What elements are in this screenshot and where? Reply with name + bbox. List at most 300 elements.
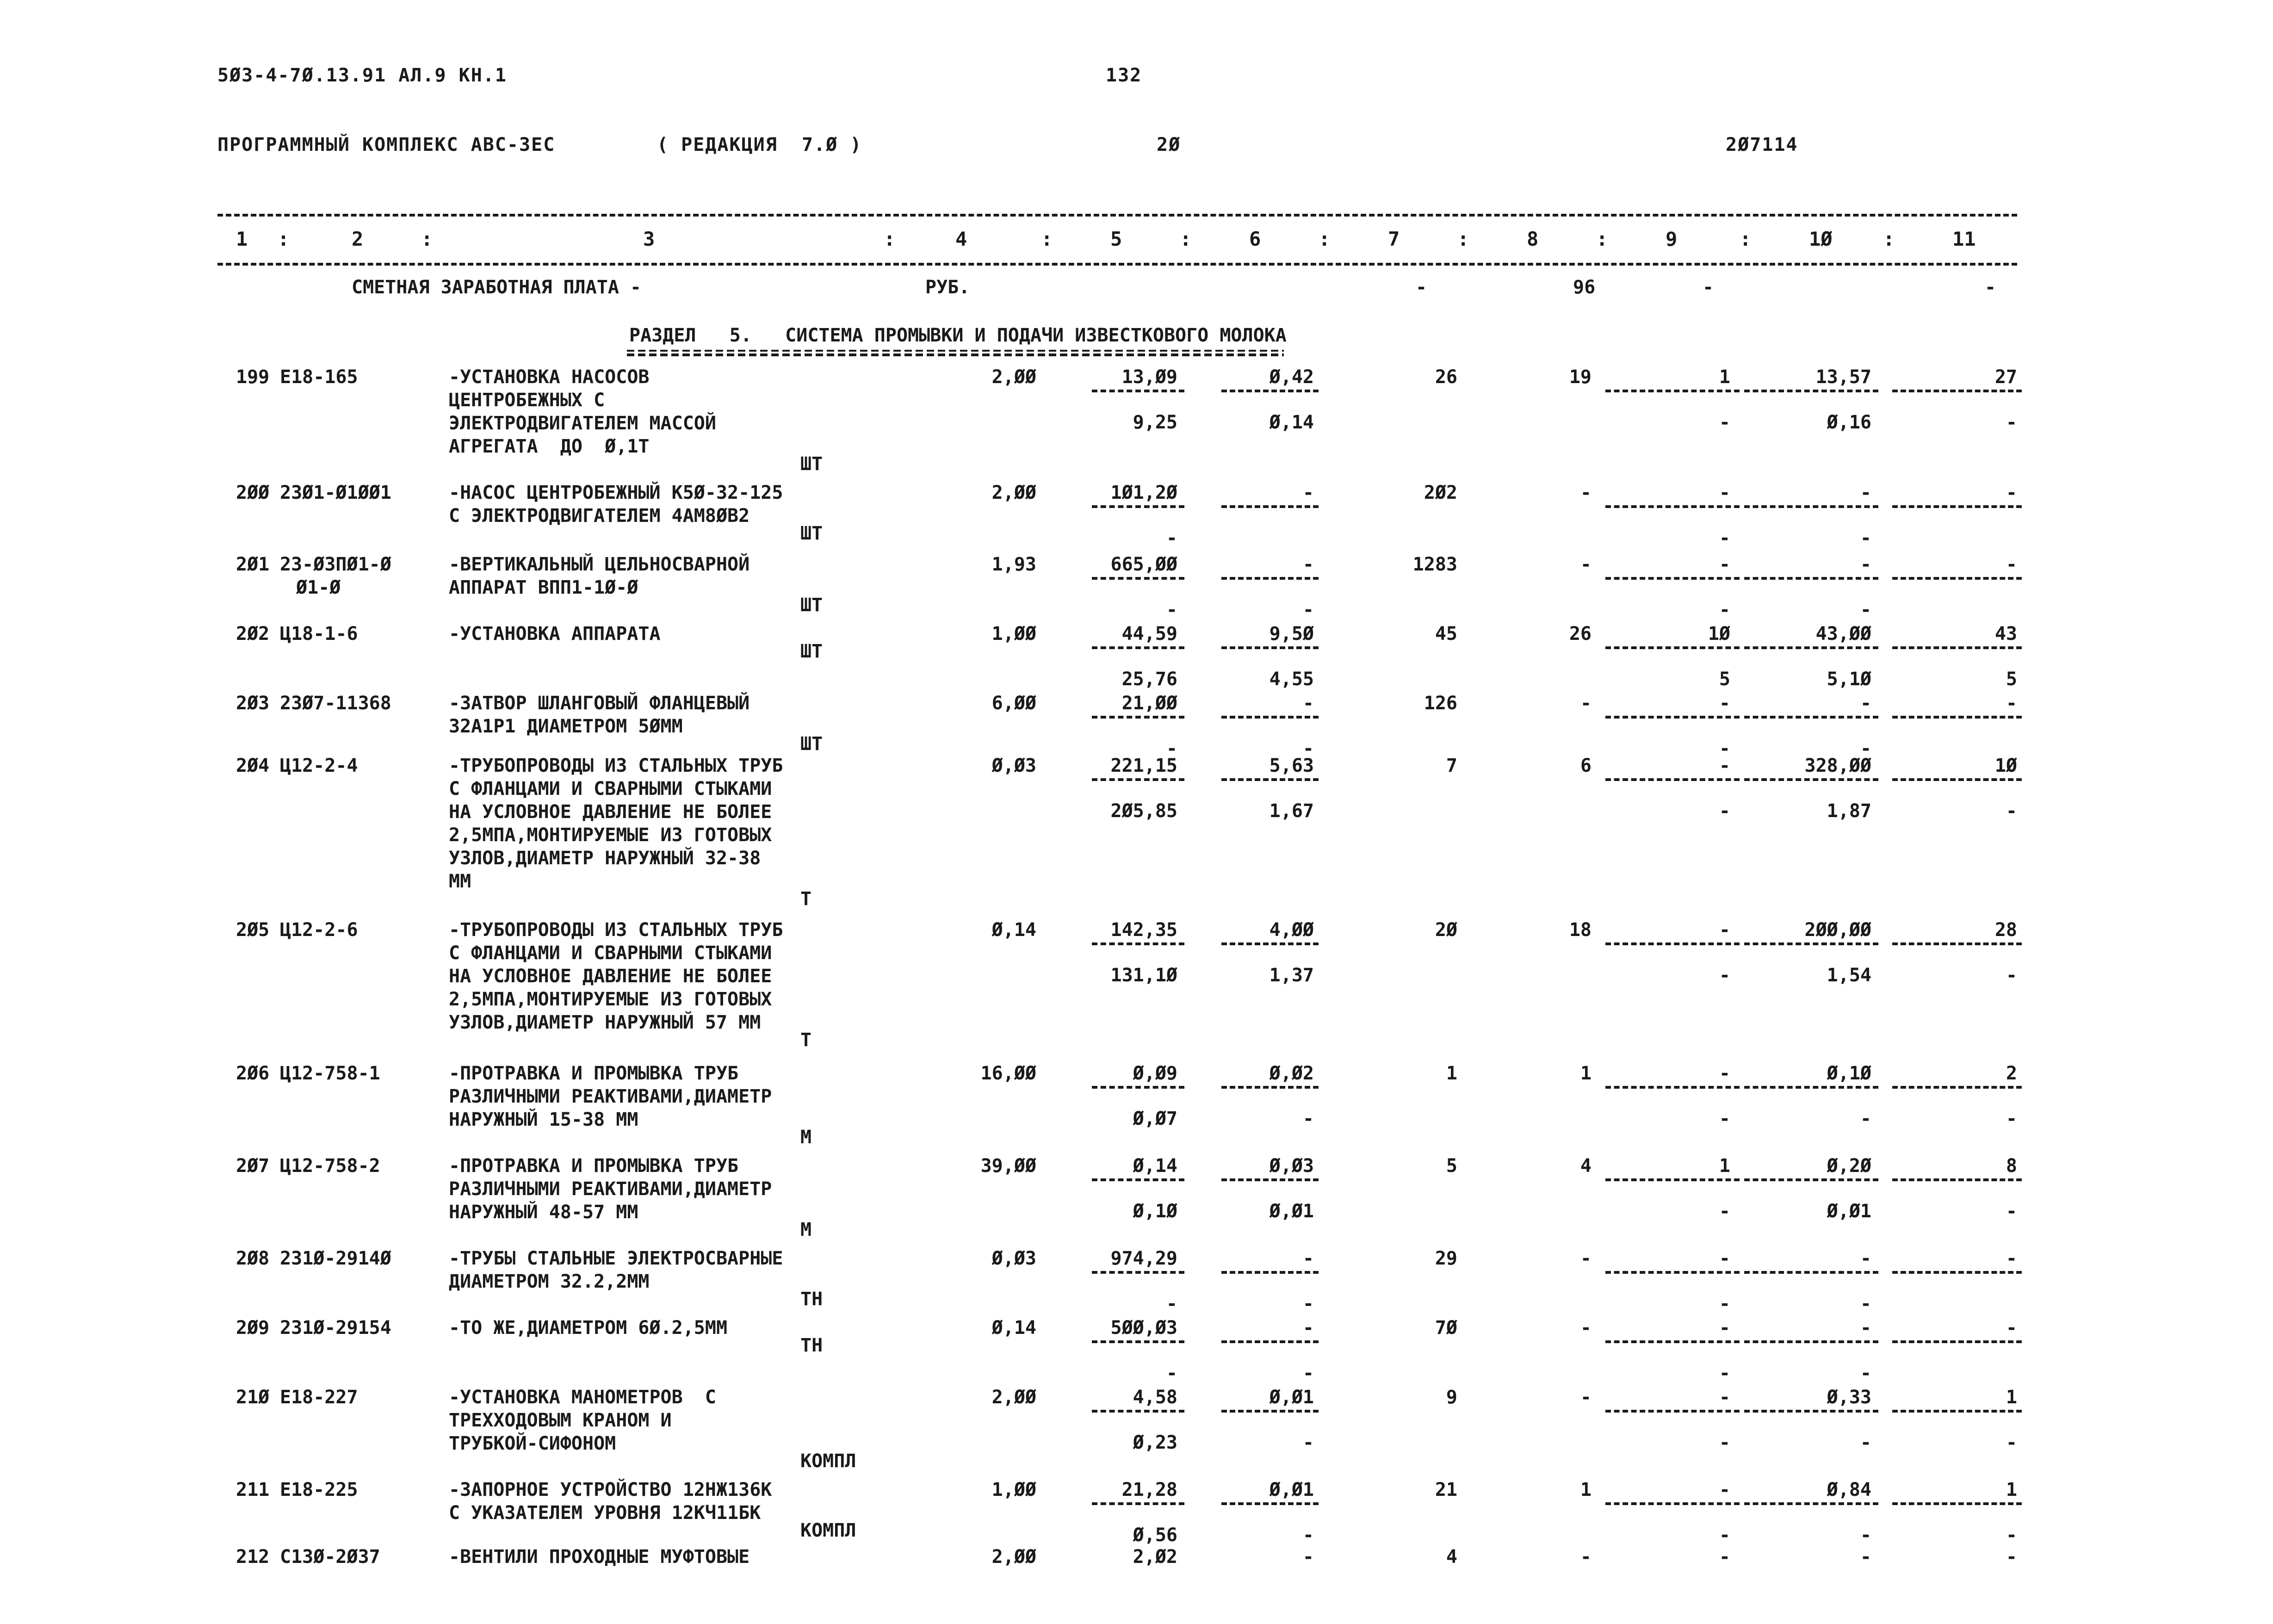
program-name: ПРОГРАММНЫЙ КОМПЛЕКС АВС-3ЕС	[217, 134, 556, 155]
row-labor-hours: 2ØØ,ØØ	[1804, 919, 1871, 941]
row-total-cost: 7Ø	[1435, 1317, 1457, 1339]
row-description-line: ТРУБКОЙ-СИФОНОМ	[449, 1433, 616, 1454]
result-separator	[1744, 716, 1878, 719]
row-col9: -	[1719, 1479, 1730, 1500]
row-quantity: 2,ØØ	[991, 1546, 1036, 1568]
column-separator: :	[1319, 228, 1331, 250]
row-unit: КОМПЛ	[800, 1520, 856, 1541]
row-description-line: ТРЕХХОДОВЫМ КРАНОМ И	[449, 1410, 672, 1431]
row-col9: -	[1719, 755, 1730, 776]
cost-separator	[1221, 1340, 1319, 1343]
row-labor-hours-second: 1,54	[1827, 965, 1871, 986]
summary-col8: 96	[1573, 277, 1596, 298]
row-unit: КОМПЛ	[800, 1450, 856, 1472]
row-quantity: 39,ØØ	[980, 1155, 1036, 1177]
row-unit-cost-machines: Ø,Ø1	[1269, 1387, 1314, 1408]
row-total-cost: 26	[1435, 366, 1457, 388]
result-separator	[1892, 942, 2022, 945]
column-separator: :	[278, 228, 290, 250]
row-unit-cost-wages: 2Ø5,85	[1110, 800, 1177, 822]
row-number: 2Ø4	[236, 755, 270, 776]
row-unit-cost-machine-wages: 1,37	[1269, 965, 1314, 986]
row-col11-second: -	[2006, 1432, 2017, 1453]
row-total-cost: 9	[1446, 1387, 1457, 1408]
row-labor-hours-second: -	[1860, 738, 1871, 759]
row-number: 2Ø9	[236, 1317, 270, 1339]
row-labor-hours-second: -	[1860, 1293, 1871, 1314]
row-description-line: ДИАМЕТРОМ 32.2,2ММ	[449, 1271, 650, 1292]
row-description-line: -УСТАНОВКА НАСОСОВ	[449, 366, 650, 388]
row-labor-hours: 328,ØØ	[1804, 755, 1871, 776]
result-separator	[1892, 646, 2022, 649]
cost-separator	[1092, 1178, 1184, 1181]
row-unit-cost-wages: -	[1166, 527, 1177, 549]
row-code: 23Ø1-Ø1ØØ1	[280, 482, 391, 503]
row-labor-hours-second: -	[1860, 599, 1871, 620]
row-unit: ТН	[800, 1335, 823, 1356]
row-col9-second: -	[1719, 965, 1730, 986]
column-number-6: 6	[1249, 228, 1261, 250]
row-code: 23-Ø3ПØ1-Ø	[280, 554, 391, 575]
row-quantity: Ø,14	[991, 919, 1036, 941]
row-labor-hours: Ø,2Ø	[1827, 1155, 1871, 1177]
row-col9: -	[1719, 1063, 1730, 1084]
row-labor-hours: 13,57	[1815, 366, 1871, 388]
cost-separator	[1092, 505, 1184, 508]
row-total-wages: -	[1580, 554, 1592, 575]
result-separator	[1744, 390, 1878, 392]
row-labor-hours-second: 5,1Ø	[1827, 669, 1871, 690]
row-total-wages: -	[1580, 693, 1592, 714]
cost-separator	[1092, 942, 1184, 945]
cost-separator	[1221, 577, 1319, 580]
row-unit-cost-machines: 4,ØØ	[1269, 919, 1314, 941]
row-unit: Т	[800, 888, 812, 910]
row-description-line: ЦЕНТРОБЕЖНЫХ С	[449, 390, 605, 411]
row-col9: -	[1719, 919, 1730, 941]
result-separator	[1605, 505, 1740, 508]
cost-separator	[1092, 1410, 1184, 1413]
row-col9-second: -	[1719, 1525, 1730, 1546]
result-separator	[1605, 942, 1740, 945]
result-separator	[1605, 646, 1740, 649]
row-number: 2Ø6	[236, 1063, 270, 1084]
row-unit: ШТ	[800, 453, 823, 475]
column-number-3: 3	[643, 228, 655, 250]
row-description-line: УЗЛОВ,ДИАМЕТР НАРУЖНЫЙ 32-38	[449, 848, 761, 869]
row-col9: 1	[1719, 366, 1730, 388]
row-unit-cost-wages: -	[1166, 738, 1177, 759]
result-separator	[1744, 505, 1878, 508]
row-quantity: Ø,Ø3	[991, 755, 1036, 776]
row-labor-hours-second: Ø,16	[1827, 412, 1871, 433]
row-col11: -	[2006, 1248, 2017, 1269]
column-number-5: 5	[1110, 228, 1122, 250]
row-description-line: НАРУЖНЫЙ 15-38 ММ	[449, 1109, 638, 1130]
row-total-wages: 18	[1569, 919, 1592, 941]
row-unit-cost-machines: Ø,Ø1	[1269, 1479, 1314, 1500]
row-code: 23Ø7-11368	[280, 693, 391, 714]
row-unit-cost-machine-wages: 1,67	[1269, 800, 1314, 822]
result-separator	[1892, 1340, 2022, 1343]
row-total-cost: 1	[1446, 1063, 1457, 1084]
row-unit-cost-machine-wages: -	[1302, 1363, 1314, 1384]
column-separator: :	[884, 228, 896, 250]
row-col9: 1Ø	[1708, 623, 1730, 645]
cost-separator	[1092, 716, 1184, 719]
row-unit-cost-machine-wages: -	[1302, 738, 1314, 759]
row-unit-cost-total: 221,15	[1110, 755, 1177, 776]
result-separator	[1892, 577, 2022, 580]
row-unit-cost-total: 4,58	[1133, 1387, 1177, 1408]
cost-separator	[1092, 646, 1184, 649]
row-description-line: -ВЕРТИКАЛЬНЫЙ ЦЕЛЬНОСВАРНОЙ	[449, 554, 750, 575]
row-number: 212	[236, 1546, 270, 1568]
row-description-line: -ЗАПОРНОЕ УСТРОЙСТВО 12НЖ136К	[449, 1479, 772, 1500]
row-unit-cost-total: 974,29	[1110, 1248, 1177, 1269]
row-col11: 27	[1994, 366, 2017, 388]
cost-separator	[1221, 390, 1319, 392]
row-unit-cost-machine-wages: -	[1302, 1432, 1314, 1453]
result-separator	[1605, 1271, 1740, 1274]
row-unit-cost-total: 21,28	[1121, 1479, 1177, 1500]
row-unit: ШТ	[800, 595, 823, 616]
result-separator	[1744, 942, 1878, 945]
result-separator	[1605, 577, 1740, 580]
cost-separator	[1092, 778, 1184, 781]
cost-separator	[1092, 390, 1184, 392]
column-number-2: 2	[352, 228, 364, 250]
row-description-line: -УСТАНОВКА МАНОМЕТРОВ С	[449, 1387, 716, 1408]
summary-col7: -	[1416, 277, 1427, 298]
row-description-line: С УКАЗАТЕЛЕМ УРОВНЯ 12КЧ11БК	[449, 1502, 761, 1524]
row-col11: -	[2006, 693, 2017, 714]
cost-separator	[1092, 1086, 1184, 1089]
result-separator	[1744, 1178, 1878, 1181]
row-total-cost: 1283	[1412, 554, 1457, 575]
result-separator	[1605, 778, 1740, 781]
row-code: Ц12-758-1	[280, 1063, 380, 1084]
row-code: Е18-225	[280, 1479, 358, 1500]
result-separator	[1744, 1340, 1878, 1343]
row-total-wages: 19	[1569, 366, 1592, 388]
program-edition: ( РЕДАКЦИЯ 7.Ø )	[657, 134, 862, 155]
row-col11-second: -	[2006, 1201, 2017, 1222]
row-col9: 1	[1719, 1155, 1730, 1177]
cost-separator	[1092, 1340, 1184, 1343]
result-separator	[1892, 1086, 2022, 1089]
row-total-cost: 4	[1446, 1546, 1457, 1568]
result-separator	[1605, 1410, 1740, 1413]
row-description-line: С ЭЛЕКТРОДВИГАТЕЛЕМ 4АМ8ØВ2	[449, 505, 750, 527]
row-unit: М	[800, 1219, 812, 1240]
result-separator	[1744, 1086, 1878, 1089]
row-col9: -	[1719, 1317, 1730, 1339]
row-description-line: -ПРОТРАВКА И ПРОМЫВКА ТРУБ	[449, 1155, 739, 1177]
row-unit-cost-machine-wages: -	[1302, 1293, 1314, 1314]
row-number: 211	[236, 1479, 270, 1500]
row-labor-hours-second: Ø,Ø1	[1827, 1201, 1871, 1222]
row-total-wages: -	[1580, 1387, 1592, 1408]
row-number: 2Ø2	[236, 623, 270, 645]
row-col11: 1	[2006, 1479, 2017, 1500]
row-number: 2Ø7	[236, 1155, 270, 1177]
row-unit-cost-machine-wages: -	[1302, 1108, 1314, 1129]
cost-separator	[1221, 505, 1319, 508]
row-description-line: РАЗЛИЧНЫМИ РЕАКТИВАМИ,ДИАМЕТР	[449, 1178, 772, 1200]
row-labor-hours: -	[1860, 1317, 1871, 1339]
row-unit: Т	[800, 1029, 812, 1051]
program-code: 2Ø	[1157, 134, 1181, 155]
row-labor-hours: -	[1860, 1248, 1871, 1269]
row-code: 231Ø-29154	[280, 1317, 391, 1339]
row-col9-second: -	[1719, 1432, 1730, 1453]
row-total-wages: 6	[1580, 755, 1592, 776]
column-separator: :	[1596, 228, 1608, 250]
row-col11-second: -	[2006, 1525, 2017, 1546]
row-col9-second: -	[1719, 599, 1730, 620]
column-number-8: 8	[1527, 228, 1539, 250]
row-unit-cost-total: 13,Ø9	[1121, 366, 1177, 388]
row-unit-cost-machines: -	[1302, 482, 1314, 503]
cost-separator	[1092, 577, 1184, 580]
result-separator	[1892, 1410, 2022, 1413]
row-quantity: Ø,14	[991, 1317, 1036, 1339]
column-number-1: 1	[236, 228, 248, 250]
row-quantity: 16,ØØ	[980, 1063, 1036, 1084]
row-description-line: РАЗЛИЧНЫМИ РЕАКТИВАМИ,ДИАМЕТР	[449, 1086, 772, 1107]
row-labor-hours: Ø,1Ø	[1827, 1063, 1871, 1084]
row-description-line: -ТО ЖЕ,ДИАМЕТРОМ 6Ø.2,5ММ	[449, 1317, 728, 1339]
row-total-wages: -	[1580, 482, 1592, 503]
row-unit-cost-machines: 9,5Ø	[1269, 623, 1314, 645]
row-quantity: 1,ØØ	[991, 1479, 1036, 1500]
row-quantity: 1,ØØ	[991, 623, 1036, 645]
row-quantity: 2,ØØ	[991, 482, 1036, 503]
row-description-line: 2,5МПА,МОНТИРУЕМЫЕ ИЗ ГОТОВЫХ	[449, 824, 772, 846]
row-col9-second: -	[1719, 1108, 1730, 1129]
cost-separator	[1221, 1086, 1319, 1089]
result-separator	[1605, 1340, 1740, 1343]
row-total-cost: 2Ø	[1435, 919, 1457, 941]
row-description-line: 32А1Р1 ДИАМЕТРОМ 5ØММ	[449, 716, 683, 737]
cost-separator	[1221, 942, 1319, 945]
row-col9-second: -	[1719, 527, 1730, 549]
row-unit-cost-machines: -	[1302, 1248, 1314, 1269]
row-col9: -	[1719, 1248, 1730, 1269]
row-col11: -	[2006, 1317, 2017, 1339]
row-unit-cost-wages: -	[1166, 1363, 1177, 1384]
row-unit-cost-machine-wages: -	[1302, 599, 1314, 620]
row-col9-second: -	[1719, 1363, 1730, 1384]
row-col11: 1Ø	[1994, 755, 2017, 776]
summary-col11: -	[1985, 277, 1996, 298]
column-separator: :	[421, 228, 433, 250]
row-col11: -	[2006, 482, 2017, 503]
row-description-line: -ТРУБОПРОВОДЫ ИЗ СТАЛЬНЫХ ТРУБ	[449, 755, 783, 776]
row-total-wages: 1	[1580, 1479, 1592, 1500]
result-separator	[1744, 646, 1878, 649]
section-underline	[627, 350, 1284, 356]
cost-separator	[1221, 778, 1319, 781]
row-unit-cost-wages: Ø,23	[1133, 1432, 1177, 1453]
page-number: 132	[1106, 65, 1142, 86]
row-labor-hours-second: 1,87	[1827, 800, 1871, 822]
column-separator: :	[1740, 228, 1752, 250]
row-description-line: -УСТАНОВКА АППАРАТА	[449, 623, 661, 645]
row-description-line: -ПРОТРАВКА И ПРОМЫВКА ТРУБ	[449, 1063, 739, 1084]
row-total-wages: -	[1580, 1248, 1592, 1269]
row-unit-cost-total: 5ØØ,Ø3	[1110, 1317, 1177, 1339]
row-col11: 8	[2006, 1155, 2017, 1177]
column-number-4: 4	[955, 228, 967, 250]
row-code: Ц12-758-2	[280, 1155, 380, 1177]
row-labor-hours: -	[1860, 693, 1871, 714]
row-col9: -	[1719, 554, 1730, 575]
row-unit-cost-machines: Ø,Ø2	[1269, 1063, 1314, 1084]
row-unit-cost-machines: Ø,Ø3	[1269, 1155, 1314, 1177]
row-unit: ТН	[800, 1289, 823, 1310]
row-number: 2Ø8	[236, 1248, 270, 1269]
column-number-9: 9	[1666, 228, 1678, 250]
row-number: 21Ø	[236, 1387, 270, 1408]
result-separator	[1744, 1410, 1878, 1413]
row-unit-cost-wages: 9,25	[1133, 412, 1177, 433]
row-total-wages: 1	[1580, 1063, 1592, 1084]
row-unit-cost-total: Ø,14	[1133, 1155, 1177, 1177]
row-col9-second: -	[1719, 412, 1730, 433]
row-col9-second: -	[1719, 800, 1730, 822]
result-separator	[1892, 1502, 2022, 1505]
row-number: 199	[236, 366, 270, 388]
row-unit-cost-wages: Ø,56	[1133, 1525, 1177, 1546]
row-unit-cost-total: 665,ØØ	[1110, 554, 1177, 575]
row-total-cost: 7	[1446, 755, 1457, 776]
result-separator	[1744, 1502, 1878, 1505]
column-separator: :	[1180, 228, 1192, 250]
row-col11: 2	[2006, 1063, 2017, 1084]
result-separator	[1605, 1502, 1740, 1505]
row-col9: -	[1719, 1387, 1730, 1408]
row-code-continuation: Ø1-Ø	[296, 577, 341, 598]
summary-label: СМЕТНАЯ ЗАРАБОТНАЯ ПЛАТА -	[352, 277, 642, 298]
row-unit-cost-wages: 25,76	[1121, 669, 1177, 690]
column-separator: :	[1457, 228, 1469, 250]
row-unit-cost-wages: Ø,1Ø	[1133, 1201, 1177, 1222]
result-separator	[1744, 577, 1878, 580]
row-unit-cost-machines: -	[1302, 1317, 1314, 1339]
row-description-line: С ФЛАНЦАМИ И СВАРНЫМИ СТЫКАМИ	[449, 778, 772, 800]
row-quantity: 6,ØØ	[991, 693, 1036, 714]
row-labor-hours-second: -	[1860, 527, 1871, 549]
result-separator	[1605, 1178, 1740, 1181]
row-total-cost: 45	[1435, 623, 1457, 645]
row-labor-hours: -	[1860, 1546, 1871, 1568]
column-number-10: 1Ø	[1809, 228, 1833, 250]
row-total-wages: -	[1580, 1317, 1592, 1339]
row-total-wages: -	[1580, 1546, 1592, 1568]
row-labor-hours-second: -	[1860, 1363, 1871, 1384]
row-number: 2Ø5	[236, 919, 270, 941]
row-unit: ШТ	[800, 641, 823, 662]
row-unit-cost-wages: -	[1166, 599, 1177, 620]
result-separator	[1605, 716, 1740, 719]
cost-separator	[1092, 1271, 1184, 1274]
row-unit: ШТ	[800, 523, 823, 544]
row-col11-second: -	[2006, 800, 2017, 822]
row-col11: -	[2006, 1546, 2017, 1568]
row-code: Е18-165	[280, 366, 358, 388]
row-unit-cost-wages: Ø,Ø7	[1133, 1108, 1177, 1129]
row-unit-cost-total: 21,ØØ	[1121, 693, 1177, 714]
row-description-line: АГРЕГАТА ДО Ø,1Т	[449, 436, 650, 457]
row-unit-cost-total: 142,35	[1110, 919, 1177, 941]
row-number: 2Ø1	[236, 554, 270, 575]
result-separator	[1892, 505, 2022, 508]
row-total-wages: 4	[1580, 1155, 1592, 1177]
row-col11-second: -	[2006, 965, 2017, 986]
row-labor-hours: -	[1860, 482, 1871, 503]
row-number: 2ØØ	[236, 482, 270, 503]
row-labor-hours-second: -	[1860, 1108, 1871, 1129]
row-description-line: НА УСЛОВНОЕ ДАВЛЕНИЕ НЕ БОЛЕЕ	[449, 801, 772, 823]
cost-separator	[1221, 1502, 1319, 1505]
row-description-line: ЭЛЕКТРОДВИГАТЕЛЕМ МАССОЙ	[449, 413, 716, 434]
row-code: Ц12-2-6	[280, 919, 358, 941]
row-code: Ц18-1-6	[280, 623, 358, 645]
summary-col9: -	[1703, 277, 1714, 298]
header-bottom-rule	[217, 263, 2017, 266]
row-unit-cost-machines: 5,63	[1269, 755, 1314, 776]
row-col9: -	[1719, 1546, 1730, 1568]
row-unit: ШТ	[800, 733, 823, 755]
row-col11: 28	[1994, 919, 2017, 941]
row-quantity: Ø,Ø3	[991, 1248, 1036, 1269]
row-labor-hours-second: -	[1860, 1432, 1871, 1453]
row-description-line: НАРУЖНЫЙ 48-57 ММ	[449, 1202, 638, 1223]
row-labor-hours: -	[1860, 554, 1871, 575]
row-description-line: АППАРАТ ВПП1-1Ø-Ø	[449, 577, 638, 598]
row-code: С13Ø-2Ø37	[280, 1546, 380, 1568]
row-unit-cost-machine-wages: -	[1302, 1525, 1314, 1546]
row-description-line: -ТРУБЫ СТАЛЬНЫЕ ЭЛЕКТРОСВАРНЫЕ	[449, 1248, 783, 1269]
cost-separator	[1221, 1410, 1319, 1413]
row-col9: -	[1719, 482, 1730, 503]
row-description-line: -НАСОС ЦЕНТРОБЕЖНЫЙ К5Ø-32-125	[449, 482, 783, 503]
row-unit-cost-machine-wages: 4,55	[1269, 669, 1314, 690]
row-total-wages: 26	[1569, 623, 1592, 645]
row-col11-second: -	[2006, 412, 2017, 433]
result-separator	[1892, 1178, 2022, 1181]
row-unit-cost-machines: Ø,42	[1269, 366, 1314, 388]
row-labor-hours: 43,ØØ	[1815, 623, 1871, 645]
row-quantity: 2,ØØ	[991, 366, 1036, 388]
row-description-line: -ТРУБОПРОВОДЫ ИЗ СТАЛЬНЫХ ТРУБ	[449, 919, 783, 941]
row-total-cost: 2Ø2	[1424, 482, 1457, 503]
row-col11: 43	[1994, 623, 2017, 645]
row-labor-hours-second: -	[1860, 1525, 1871, 1546]
cost-separator	[1092, 1502, 1184, 1505]
column-number-7: 7	[1388, 228, 1400, 250]
header-top-rule	[217, 214, 2017, 217]
row-description-line: УЗЛОВ,ДИАМЕТР НАРУЖНЫЙ 57 ММ	[449, 1012, 761, 1033]
row-unit-cost-total: 44,59	[1121, 623, 1177, 645]
row-unit-cost-machine-wages: Ø,Ø1	[1269, 1201, 1314, 1222]
summary-unit: РУБ.	[925, 277, 970, 298]
row-total-cost: 5	[1446, 1155, 1457, 1177]
row-description-line: С ФЛАНЦАМИ И СВАРНЫМИ СТЫКАМИ	[449, 942, 772, 964]
row-code: Ц12-2-4	[280, 755, 358, 776]
